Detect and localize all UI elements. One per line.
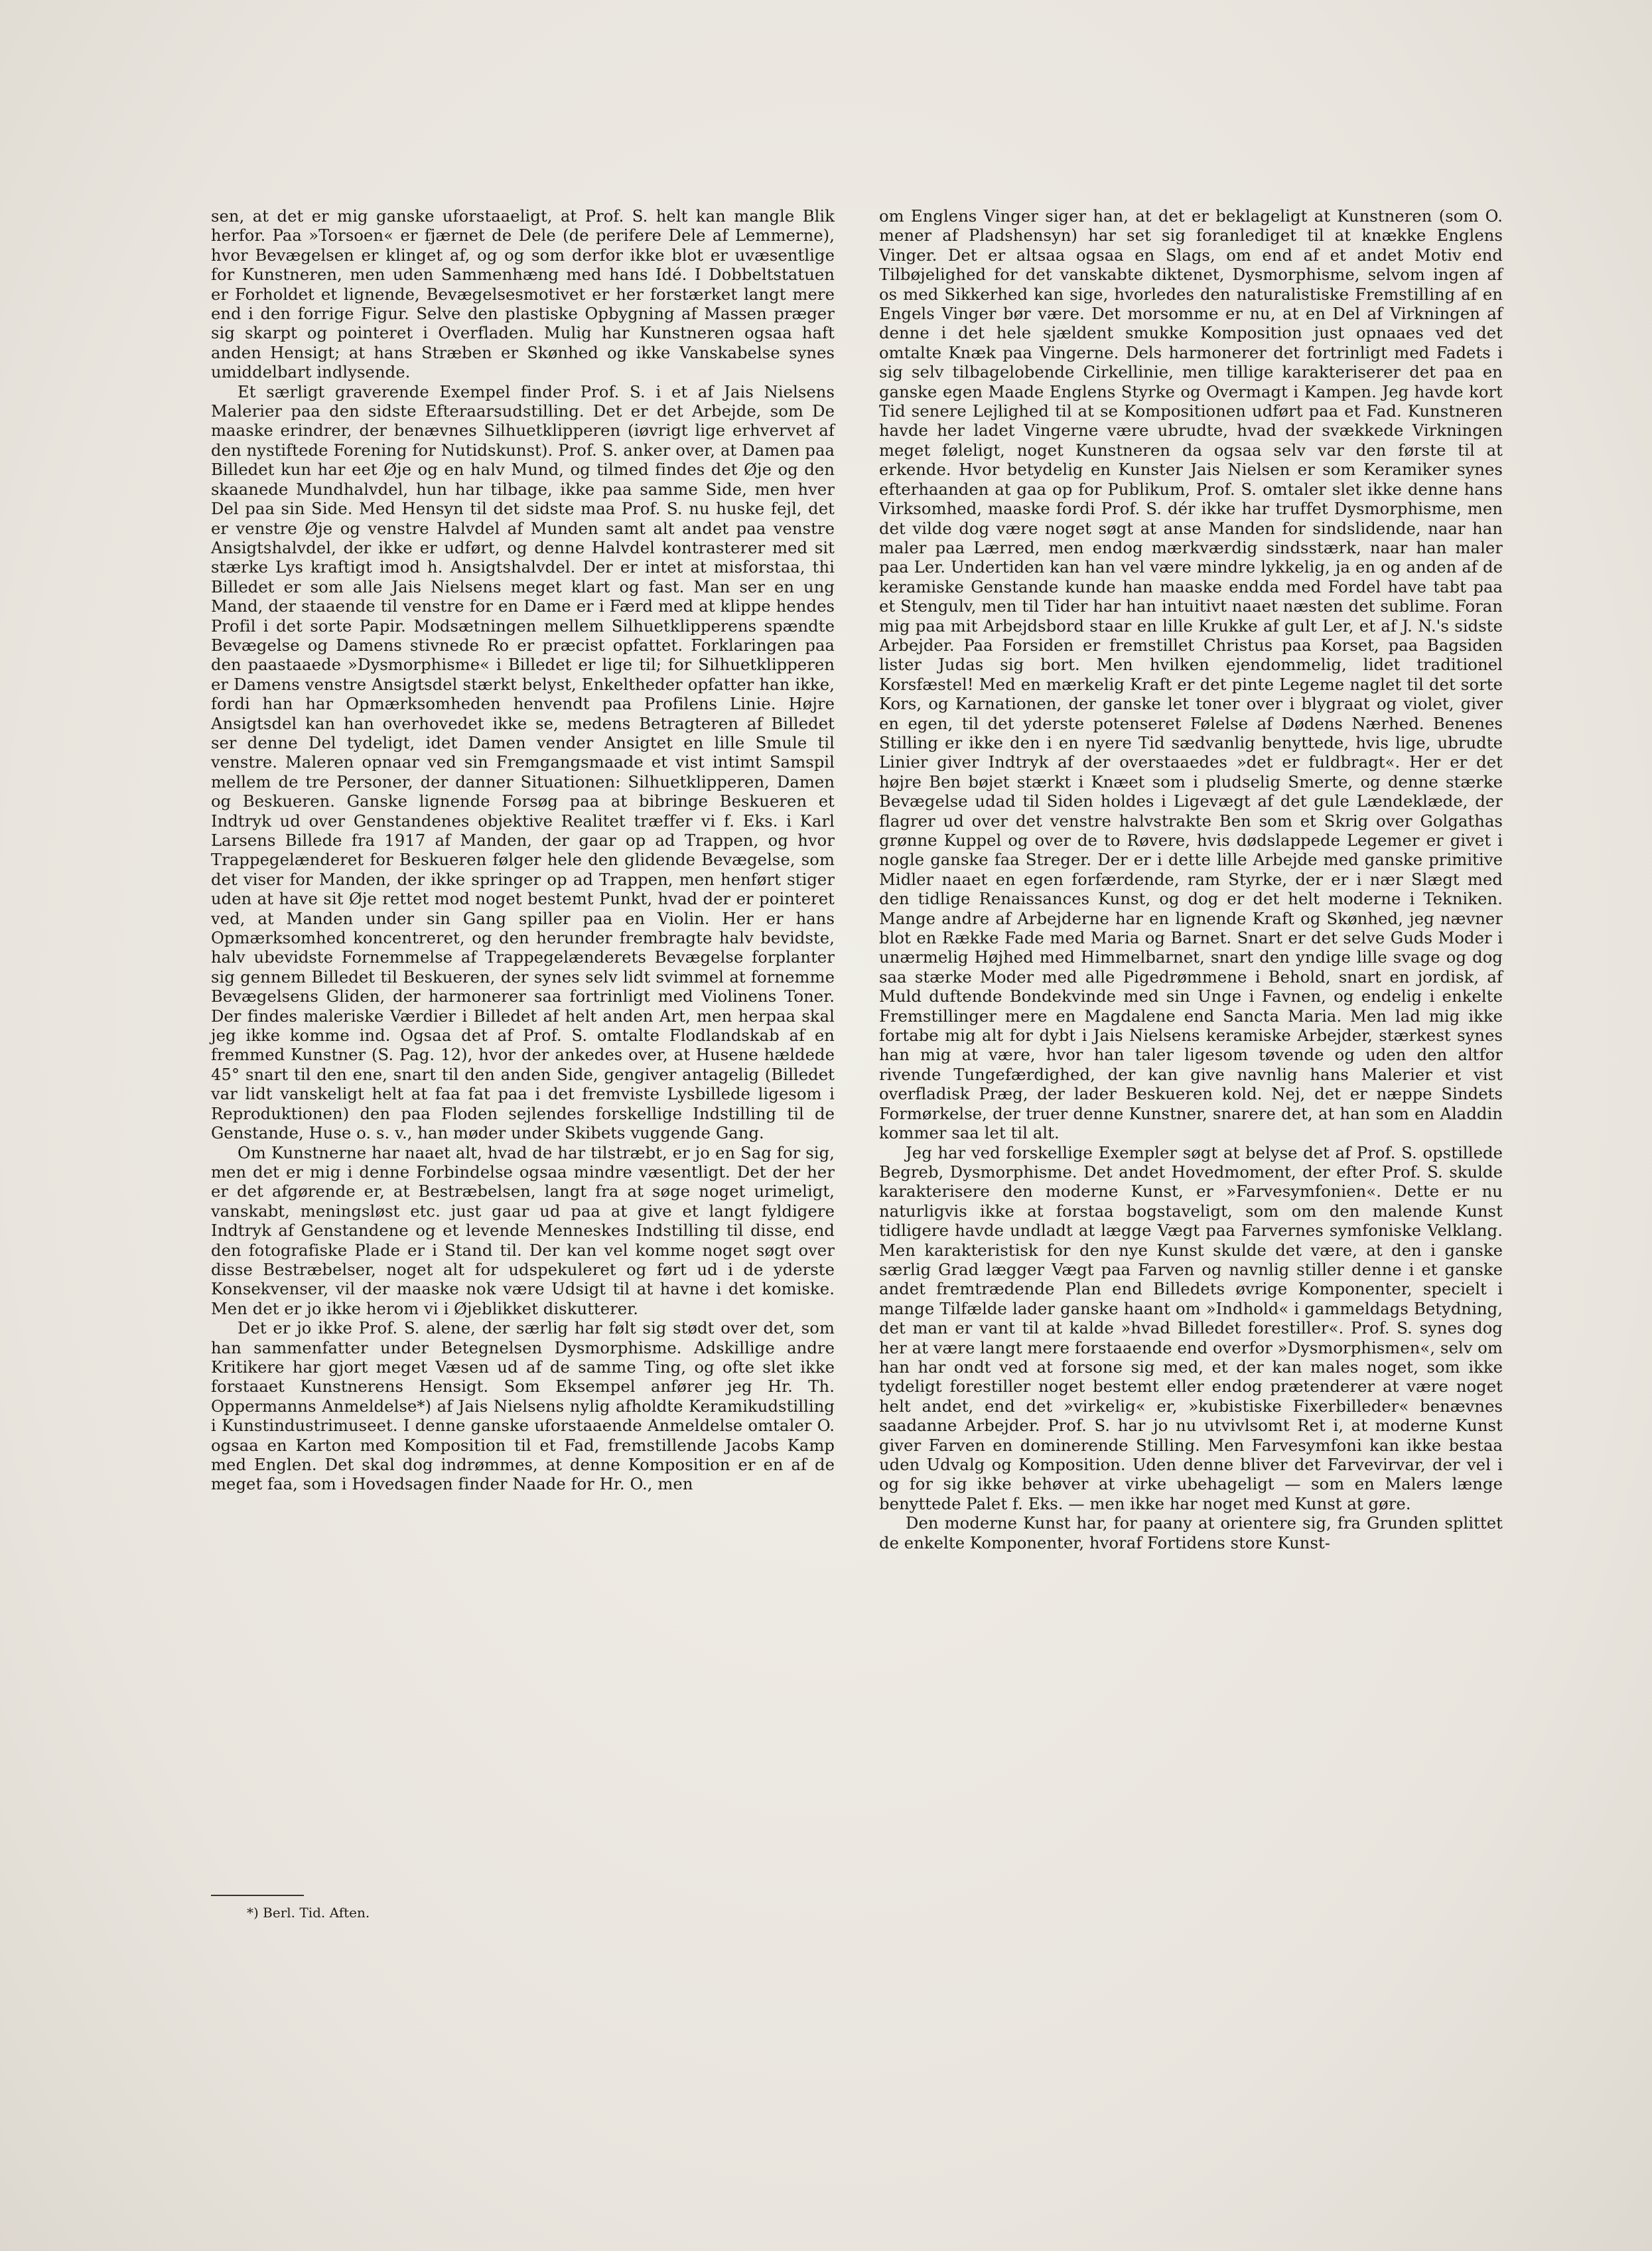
paragraph: sen, at det er mig ganske uforstaaeligt, at Prof. S. helt kan mangle Blik herfor. Paa »Torsoen« er fjærnet de Dele (de perifere Dele af Lemmerne), hvor Bevægelsen er klinget af, og og som derfor ikke blot er uvæsentlige for Kunstneren, men uden Sammenhæng med hans Idé. I Dobbeltstatuen er Forholdet et lignende, Bevægelsesmotivet er her forstærket langt mere end i den forrige Figur. Selve den plastiske Opbygning af Massen præger sig skarpt og pointeret i Overfladen. Mulig har Kunstneren ogsaa haft anden Hensigt; at hans Stræben er Skønhed og ikke Vanskabelse synes umiddelbart indlysende.	[211, 207, 835, 382]
footnote-divider	[211, 1895, 304, 1896]
paragraph: Jeg har ved forskellige Exempler søgt at belyse det af Prof. S. opstillede Begreb, Dysmorphisme. Det andet Hovedmoment, der efter Prof. S. skulde karakterisere den moderne Kunst, er »Farvesymfonien«. Dette er nu naturligvis ikke at forstaa bogstaveligt, som om den malende Kunst tidligere havde undladt at lægge Vægt paa Farvernes symfoniske Velklang. Men karakteristisk for den nye Kunst skulde det være, at den i ganske særlig Grad lægger Vægt paa Farven og navnlig stiller denne i et ganske andet fremtrædende Plan end Billedets øvrige Komponenter, specielt i mange Tilfælde lader ganske haant om »Indhold« i gammeldags Betydning, det man er vant til at kalde »hvad Billedet forestiller«. Prof. S. synes dog her at være langt mere forstaaende end overfor »Dysmorphismen«, selv om han har ondt ved at forsone sig med, et der kan males noget, som ikke tydeligt forestiller noget bestemt eller endog prætenderer at være noget helt andet, end det »virkelig« er, »kubistiske Fixerbilleder« benævnes saadanne Arbejder. Prof. S. har jo nu utvivlsomt Ret i, at moderne Kunst giver Farven en dominerende Stilling. Men Farvesymfoni kan ikke bestaa uden Udvalg og Komposition. Uden denne bliver det Farvevirvar, der vel i og for sig ikke behøver at virke ubehageligt — som en Malers længe benyttede Palet f. Eks. — men ikke har noget med Kunst at gøre.	[879, 1143, 1503, 1513]
footnote: *) Berl. Tid. Aften.	[247, 1905, 370, 1921]
paragraph: Det er jo ikke Prof. S. alene, der særlig har følt sig stødt over det, som han sammenfatter under Betegnelsen Dysmorphisme. Adskillige andre Kritikere har gjort meget Væsen ud af de samme Ting, og ofte slet ikke forstaaet Kunstnerens Hensigt. Som Eksempel anfører jeg Hr. Th. Oppermanns Anmeldelse*) af Jais Nielsens nylig afholdte Keramikudstilling i Kunstindustrimuseet. I denne ganske uforstaaende Anmeldelse omtaler O. ogsaa en Karton med Komposition til et Fad, fremstillende Jacobs Kamp med Englen. Det skal dog indrømmes, at denne Komposition er en af de meget faa, som i Hovedsagen finder Naade for Hr. O., men	[211, 1319, 835, 1494]
paragraph: Den moderne Kunst har, for paany at orientere sig, fra Grunden splittet de enkelte Komponenter, hvoraf Fortidens store Kunst-	[879, 1514, 1503, 1552]
paragraph: om Englens Vinger siger han, at det er beklageligt at Kunstneren (som O. mener af Pladshensyn) har set sig foranlediget til at knække Englens Vinger. Det er altsaa ogsaa en Slags, om end af et andet Motiv end Tilbøjelighed for det vanskabte diktenet, Dysmorphisme, selvom ingen af os med Sikkerhed kan sige, hvorledes den naturalistiske Fremstilling af en Engels Vinger bør være. Det morsomme er nu, at en Del af Virkningen af denne i det hele sjældent smukke Komposition just opnaaes ved det omtalte Knæk paa Vingerne. Dels harmonerer det fortrinligt med Fadets i sig selv tilbagelobende Cirkellinie, men tillige karakteriserer det paa en ganske egen Maade Englens Styrke og Overmagt i Kampen. Jeg havde kort Tid senere Lejlighed til at se Kompositionen udført paa et Fad. Kunstneren havde her ladet Vingerne være ubrudte, hvad der svækkede Virkningen meget føleligt, noget Kunstneren da ogsaa selv var den første til at erkende. Hvor betydelig en Kunster Jais Nielsen er som Keramiker synes efterhaanden at gaa op for Publikum, Prof. S. omtaler slet ikke denne hans Virksomhed, maaske fordi Prof. S. dér ikke har truffet Dysmorphisme, men det vilde dog være noget søgt at anse Manden for sindslidende, naar han maler paa Lærred, men endog mærkværdig sindsstærk, naar han maler paa Ler. Undertiden kan han vel være mindre lykkelig, ja en og anden af de keramiske Genstande kunde han maaske endda med Fordel have tabt paa et Stengulv, men til Tider har han intuitivt naaet næsten det sublime. Foran mig paa mit Arbejdsbord staar en lille Krukke af gult Ler, et af J. N.'s sidste Arbejder. Paa Forsiden er fremstillet Christus paa Korset, paa Bagsiden lister Judas sig bort. Men hvilken ejendommelig, lidet traditionel Korsfæstel! Med en mærkelig Kraft er det pinte Legeme naglet til det sorte Kors, og Karnationen, der ganske let toner over i blygraat og violet, giver en egen, til det yderste potenseret Følelse af Dødens Nærhed. Benenes Stilling er ikke den i en nyere Tid sædvanlig benyttede, hvis lige, ubrudte Linier giver Indtryk af der overstaaedes »det er fuldbragt«. Her er det højre Ben bøjet stærkt i Knæet som i pludselig Smerte, og denne stærke Bevægelse udad til Siden holdes i Ligevægt af det gule Lændeklæde, der flagrer ud over det venstre halvstrakte Ben som et Skrig over Golgathas grønne Kuppel og over de to Røvere, hvis dødslappede Legemer er givet i nogle ganske faa Streger. Der er i dette lille Arbejde med ganske primitive Midler naaet en egen forfærdende, ram Styrke, der er i nær Slægt med den tidlige Renaissances Kunst, og dog er det helt moderne i Tekniken. Mange andre af Arbejderne har en lignende Kraft og Skønhed, jeg nævner blot en Række Fade med Maria og Barnet. Snart er det selve Guds Moder i unærmelig Højhed med Himmelbarnet, snart den yndige lille svage og dog saa stærke Moder med alle Pigedrømmene i Behold, snart en jordisk, af Muld duftende Bondekvinde med sin Unge i Favnen, og endelig i enkelte Fremstillinger mere en Magdalene end Sancta Maria. Men lad mig ikke fortabe mig alt for dybt i Jais Nielsens keramiske Arbejder, stærkest synes han mig at være, hvor han taler ligesom tøvende og uden den altfor rivende Tungefærdighed, der kan give navnlig hans Malerier et vist overfladisk Præg, der lader Beskueren kold. Nej, det er næppe Sindets Formørkelse, der truer denne Kunstner, snarere det, at han som en Aladdin kommer saa let til alt.	[879, 207, 1503, 1143]
right-column	[879, 207, 1503, 1553]
paragraph: Om Kunstnerne har naaet alt, hvad de har tilstræbt, er jo en Sag for sig, men det er mig i denne Forbindelse ogsaa mindre væsentligt. Det der her er det afgørende er, at Bestræbelsen, langt fra at søge noget urimeligt, vanskabt, meningsløst etc. just gaar ud paa at give et langt fyldigere Indtryk af Genstandene og et levende Menneskes Indstilling til disse, end den fotografiske Plade er i Stand til. Der kan vel komme noget søgt over disse Bestræbelser, noget alt for udspekuleret og ført ud i de yderste Konsekvenser, vil der maaske nok være Udsigt til at havne i det komiske. Men det er jo ikke herom vi i Øjeblikket diskutterer.	[211, 1143, 835, 1318]
paragraph: Et særligt graverende Exempel finder Prof. S. i et af Jais Nielsens Malerier paa den sidste Efteraarsudstilling. Det er det Arbejde, som De maaske erindrer, der benævnes Silhuetklipperen (iøvrigt lige erhvervet af den nystiftede Forening for Nutidskunst). Prof. S. anker over, at Damen paa Billedet kun har eet Øje og en halv Mund, og tilmed findes det Øje og den skaanede Mundhalvdel, hun har tilbage, ikke paa samme Side, men hver Del paa sin Side. Med Hensyn til det sidste maa Prof. S. nu huske fejl, det er venstre Øje og venstre Halvdel af Munden samt alt andet paa venstre Ansigtshalvdel, der ikke er udført, og denne Halvdel kontrasterer med sit stærke Lys kraftigt imod h. Ansigtshalvdel. Der er intet at misforstaa, thi Billedet er som alle Jais Nielsens meget klart og fast. Man ser en ung Mand, der staaende til venstre for en Dame er i Færd med at klippe hendes Profil i det sorte Papir. Modsætningen mellem Silhuetklipperens spændte Bevægelse og Damens stivnede Ro er præcist opfattet. Forklaringen paa den paastaaede »Dysmorphisme« i Billedet er lige til; for Silhuetklipperen er Damens venstre Ansigtsdel stærkt belyst, Enkeltheder opfatter han ikke, fordi han har Opmærksomheden henvendt paa Profilens Linie. Højre Ansigtsdel kan han overhovedet ikke se, medens Betragteren af Billedet ser denne Del tydeligt, idet Damen vender Ansigtet en lille Smule til venstre. Maleren opnaar ved sin Fremgangsmaade et vist intimt Samspil mellem de tre Personer, der danner Situationen: Silhuetklipperen, Damen og Beskueren. Ganske lignende Forsøg paa at bibringe Beskueren et Indtryk ud over Genstandenes objektive Realitet træffer vi f. Eks. i Karl Larsens Billede fra 1917 af Manden, der gaar op ad Trappen, og hvor Trappegelænderet for Beskueren følger hele den glidende Bevægelse, som det viser for Manden, der ikke springer op ad Trappen, men henført stiger uden at have sit Øje rettet mod noget bestemt Punkt, hvad der er pointeret ved, at Manden under sin Gang spiller paa en Violin. Her er hans Opmærksomhed koncentreret, og den herunder frembragte halv bevidste, halv ubevidste Fornemmelse af Trappegelænderets Bevægelse forplanter sig gennem Billedet til Beskueren, der synes selv lidt svimmel at fornemme Bevægelsens Gliden, der harmonerer saa fortrinligt med Violinens Toner. Der findes maleriske Værdier i Billedet af helt anden Art, men herpaa skal jeg ikke komme ind. Ogsaa det af Prof. S. omtalte Flodlandskab af en fremmed Kunstner (S. Pag. 12), hvor der ankedes over, at Husene hældede 45° snart til den ene, snart til den anden Side, gengiver antagelig (Billedet var lidt vanskeligt helt at faa fat paa i det fremviste Lysbillede ligesom i Reproduktionen) den paa Floden sejlendes forskellige Indstilling til de Genstande, Huse o. s. v., han møder under Skibets vuggende Gang.	[211, 382, 835, 1143]
left-column	[211, 207, 835, 1495]
